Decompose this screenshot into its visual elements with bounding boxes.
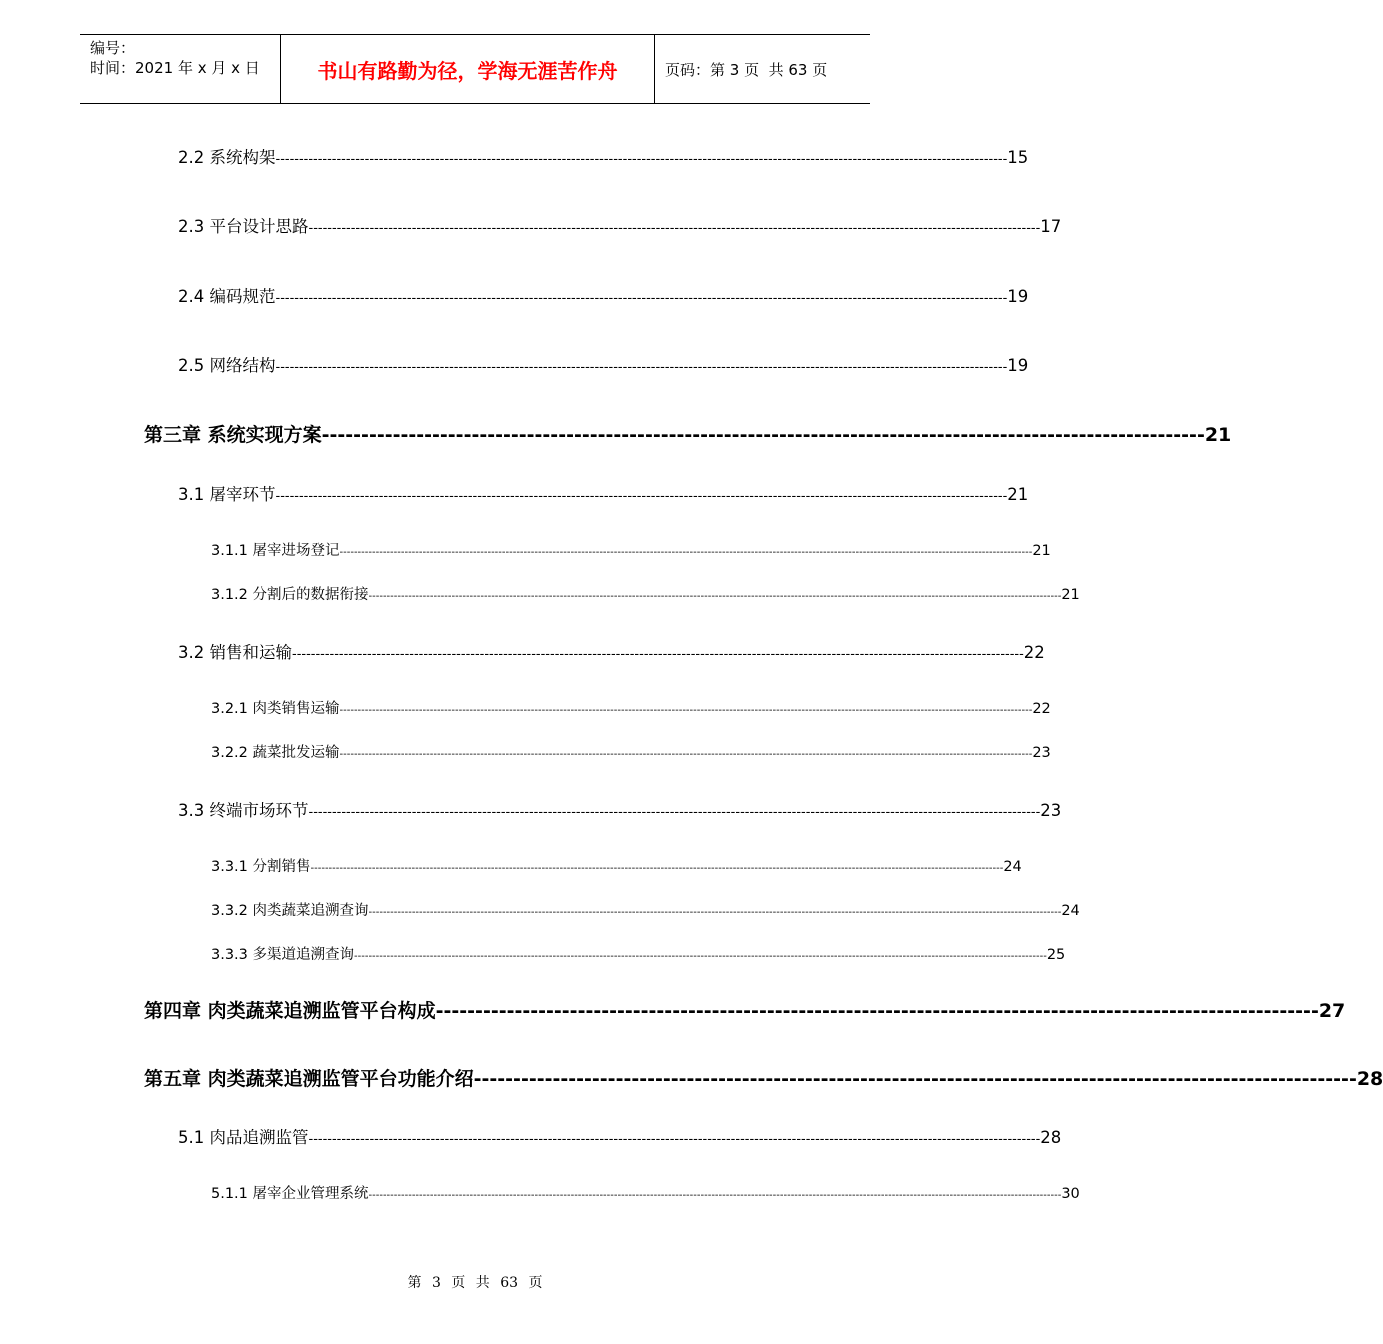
header-page-info-text: 页码：第 3 页 共 63 页 [665,60,828,79]
toc-leader: ------------------------------------------------------------------------------------------------------------------------------------------------------------ [308,805,1041,820]
toc-entry[interactable] [178,213,1062,237]
toc-leader: ------------------------------------------------------------------------------------------------------------------------------------------------------------------------------------------------ [339,705,1033,716]
toc-subentry[interactable] [211,855,1022,876]
toc-subentry[interactable] [211,697,1051,718]
header-meta [80,35,281,103]
toc-entry-title: 3.3.2 肉类蔬菜追溯查询 [211,903,369,919]
toc-leader: ------------------------------------------------------------------------------------------------------------------------------------------------------------ [308,1132,1041,1147]
toc-entry-title: 3.2.2 蔬菜批发运输 [211,745,340,761]
toc-subentry[interactable] [211,943,1066,964]
toc-entry-page: 27 [1318,1000,1346,1022]
page-header [80,34,870,104]
toc-entry-title: 3.1.1 屠宰进场登记 [211,543,340,559]
toc-entry-title: 3.1 屠宰环节 [178,485,276,504]
toc-entry[interactable] [178,639,1045,663]
toc-entry-page: 28 [1040,1128,1062,1147]
header-number: 编号： [90,39,136,57]
toc-leader: ------------------------------------------------------------------------------------------------------------------------------------------------------------ [292,647,1024,662]
toc-entry-title: 第五章 肉类蔬菜追溯监管平台功能介绍 [144,1068,474,1090]
toc-entry-page: 21 [1204,424,1232,446]
toc-chapter-entry[interactable] [144,420,1232,447]
toc-entry[interactable] [178,481,1029,505]
toc-entry-page: 22 [1023,643,1045,662]
header-motto: 书山有路勤为径，学海无涯苦作舟 [281,35,655,103]
toc-leader: ------------------------------------------------------------------------------------------------------------------------------------------------------------ [308,221,1041,236]
toc-leader: ---------------------------------------------------------------------------------------------------------------- [473,1068,1357,1090]
toc-leader: ------------------------------------------------------------------------------------------------------------------------------------------------------------------------------------------------ [354,951,1047,962]
toc-leader: ---------------------------------------------------------------------------------------------------------------- [435,1000,1319,1022]
toc-entry-title: 2.4 编码规范 [178,287,276,306]
toc-entry-title: 3.1.2 分割后的数据衔接 [211,587,369,603]
toc-entry-page: 23 [1032,745,1051,761]
toc-entry-page: 25 [1046,947,1066,963]
toc-leader: ---------------------------------------------------------------------------------------------------------------- [321,424,1205,446]
toc-entry-page: 21 [1032,543,1051,559]
toc-entry-page: 30 [1061,1186,1080,1202]
toc-entry-title: 第三章 系统实现方案 [144,424,322,446]
toc-entry-title: 第四章 肉类蔬菜追溯监管平台构成 [144,1000,436,1022]
toc-entry-page: 19 [1007,356,1029,375]
toc-entry[interactable] [178,144,1029,168]
toc-entry-page: 15 [1007,148,1029,167]
toc-entry-title: 5.1.1 屠宰企业管理系统 [211,1186,369,1202]
toc-subentry[interactable] [211,899,1080,920]
toc-entry-title: 3.3.1 分割销售 [211,859,311,875]
toc-entry-title: 2.5 网络结构 [178,356,276,375]
toc-entry-title: 2.2 系统构架 [178,148,276,167]
toc-entry[interactable] [178,797,1062,821]
toc-entry-page: 28 [1356,1068,1383,1090]
toc-chapter-entry[interactable] [144,1064,1383,1091]
toc-entry-title: 3.3.3 多渠道追溯查询 [211,947,355,963]
toc-entry[interactable] [178,1124,1062,1148]
toc-leader: ------------------------------------------------------------------------------------------------------------------------------------------------------------------------------------------------ [368,591,1062,602]
toc-leader: ------------------------------------------------------------------------------------------------------------------------------------------------------------------------------------------------ [368,1190,1062,1201]
toc-subentry[interactable] [211,583,1080,604]
toc-leader: ------------------------------------------------------------------------------------------------------------------------------------------------------------------------------------------------ [339,547,1033,558]
toc-entry-page: 21 [1007,485,1029,504]
toc-chapter-entry[interactable] [144,996,1346,1023]
page-footer: 第 3 页 共 63 页 [407,1275,543,1291]
toc-leader: ------------------------------------------------------------------------------------------------------------------------------------------------------------ [275,489,1008,504]
toc-entry[interactable] [178,352,1029,376]
toc-leader: ------------------------------------------------------------------------------------------------------------------------------------------------------------ [275,152,1008,167]
toc-subentry[interactable] [211,1182,1080,1203]
toc-leader: ------------------------------------------------------------------------------------------------------------------------------------------------------------ [275,291,1008,306]
toc-subentry[interactable] [211,539,1051,560]
toc-entry-page: 23 [1040,801,1062,820]
toc-entry-page: 21 [1061,587,1080,603]
header-time: 时间：2021 年 x 月 x 日 [90,59,260,77]
toc-entry-title: 3.3 终端市场环节 [178,801,309,820]
toc-leader: ------------------------------------------------------------------------------------------------------------------------------------------------------------------------------------------------ [368,907,1062,918]
toc-subentry[interactable] [211,741,1051,762]
toc-entry-page: 17 [1040,217,1062,236]
toc-leader: ------------------------------------------------------------------------------------------------------------------------------------------------------------------------------------------------ [310,863,1004,874]
toc-entry-title: 5.1 肉品追溯监管 [178,1128,309,1147]
toc-entry-page: 22 [1032,701,1051,717]
toc-entry-title: 3.2 销售和运输 [178,643,292,662]
toc-entry-page: 24 [1061,903,1080,919]
toc-entry-page: 24 [1003,859,1022,875]
toc-entry-page: 19 [1007,287,1029,306]
toc-entry[interactable] [178,283,1029,307]
header-page-info [655,35,870,103]
toc-leader: ------------------------------------------------------------------------------------------------------------------------------------------------------------ [275,360,1008,375]
toc-entry-title: 3.2.1 肉类销售运输 [211,701,340,717]
toc-leader: ------------------------------------------------------------------------------------------------------------------------------------------------------------------------------------------------ [339,749,1033,760]
toc-entry-title: 2.3 平台设计思路 [178,217,309,236]
